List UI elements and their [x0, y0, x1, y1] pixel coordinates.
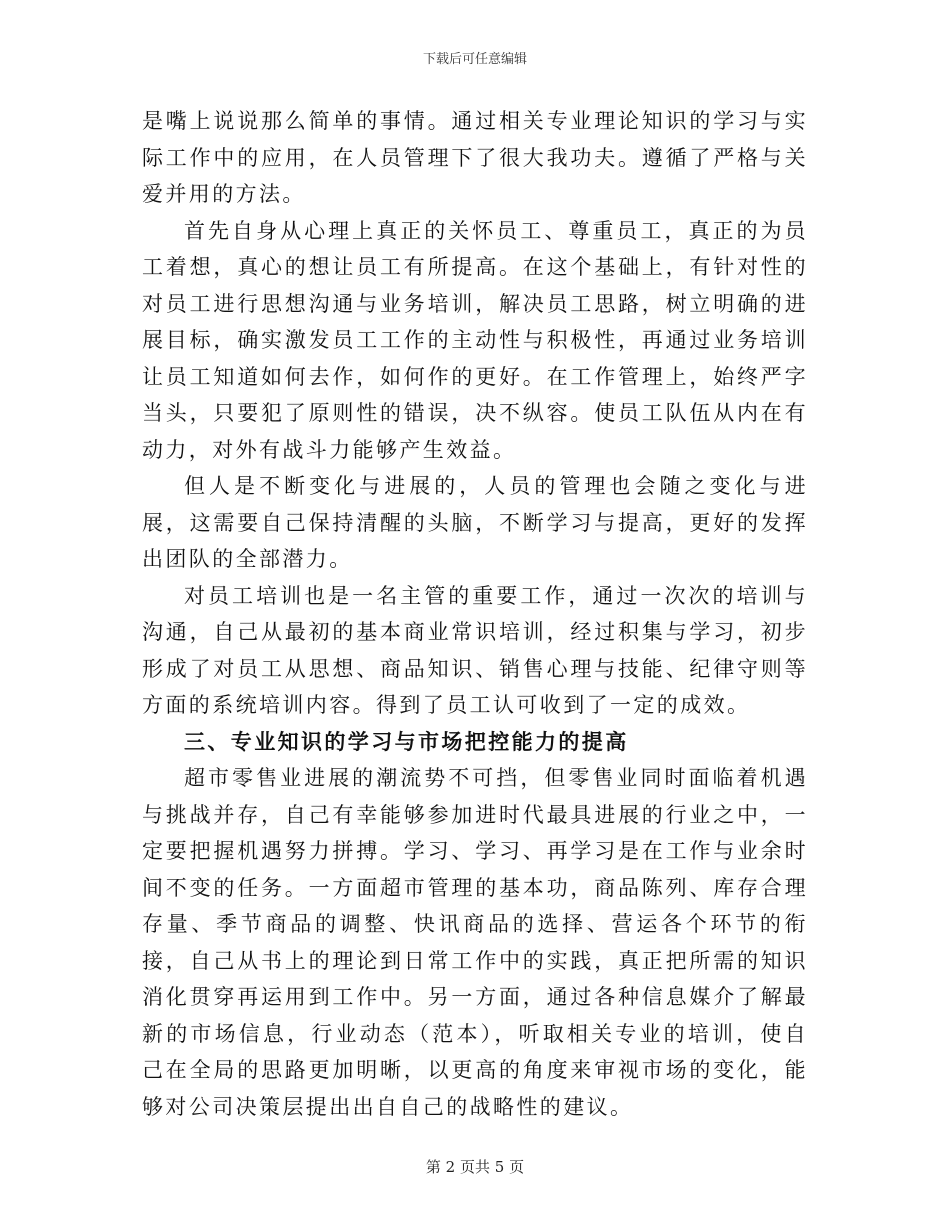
- document-body: [142, 103, 808, 1125]
- paragraph-continued: 是嘴上说说那么简单的事情。通过相关专业理论知识的学习与实际工作中的应用，在人员管理下了很大我功夫。遵循了严格与关爱并用的方法。: [142, 109, 808, 206]
- paragraph-care-for-staff: 首先自身从心理上真正的关怀员工、尊重员工，真正的为员工着想，真心的想让员工有所提高。在这个基础上，有针对性的对员工进行思想沟通与业务培训，解决员工思路，树立明确的进展目标，确实激发员工工作的主动性与积极性，再通过业务培训让员工知道如何去作，如何作的更好。在工作管理上，始终严字当头，只要犯了原则性的错误，决不纵容。使员工队伍从内在有动力，对外有战斗力能够产生效益。: [142, 218, 808, 462]
- paragraph-professional-knowledge: 超市零售业进展的潮流势不可挡，但零售业同时面临着机遇与挑战并存，自己有幸能够参加进时代最具进展的行业之中，一定要把握机遇努力拼搏。学习、学习、再学习是在工作与业余时间不变的任务。一方面超市管理的基本功，商品陈列、库存合理存量、季节商品的调整、快讯商品的选择、营运各个环节的衔接，自己从书上的理论到日常工作中的实践，真正把所需的知识消化贯穿再运用到工作中。另一方面，通过各种信息媒介了解最新的市场信息，行业动态（范本），听取相关专业的培训，使自己在全局的思路更加明晰，以更高的角度来审视市场的变化，能够对公司决策层提出出自自己的战略性的建议。: [142, 766, 808, 1119]
- paragraph-continuous-learning: 但人是不断变化与进展的，人员的管理也会随之变化与进展，这需要自己保持清醒的头脑，不断学习与提高，更好的发挥出团队的全部潜力。: [142, 474, 808, 571]
- section-heading-3: 三、专业知识的学习与市场把控能力的提高: [184, 728, 629, 754]
- page-header: 下载后可任意编辑: [422, 52, 527, 67]
- page-number: 第 2 页共 5 页: [425, 1158, 525, 1176]
- paragraph-staff-training: 对员工培训也是一名主管的重要工作，通过一次次的培训与沟通，自己从最初的基本商业常识培训，经过积集与学习，初步形成了对员工从思想、商品知识、销售心理与技能、纪律守则等方面的系统培训内容。得到了员工认可收到了一定的成效。: [142, 583, 808, 717]
